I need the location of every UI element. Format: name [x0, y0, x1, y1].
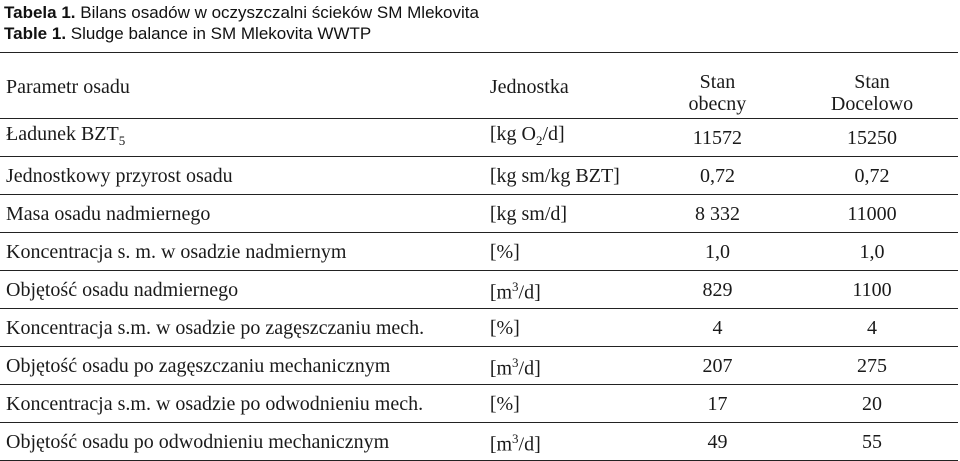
- cell-unit: [487, 233, 649, 271]
- table-row: [0, 195, 958, 233]
- cell-current-value: 207: [649, 347, 786, 385]
- parameter-text: Objętość osadu nadmiernego: [6, 278, 239, 301]
- parameter-text: Koncentracja s.m. w osadzie po odwodnieniu mech.: [6, 392, 424, 415]
- cell-current-value: 1,0: [649, 233, 786, 271]
- cell-parameter: [0, 195, 487, 233]
- header-target-line1: Stan: [854, 71, 890, 93]
- unit-text: [%]: [489, 316, 520, 339]
- cell-parameter: [0, 385, 487, 423]
- cell-target-value: 4: [786, 309, 958, 347]
- cell-current-value: 4: [649, 309, 786, 347]
- table-row: [0, 423, 958, 461]
- cell-target-value: 1,0: [786, 233, 958, 271]
- table-header-row: [0, 53, 958, 119]
- parameter-text: Objętość osadu po zagęszczaniu mechanicznym: [6, 354, 391, 377]
- header-target-state: [786, 53, 958, 119]
- table-row: [0, 347, 958, 385]
- header-current-line2: obecny: [688, 93, 747, 115]
- cell-current-value: 11572: [649, 119, 786, 157]
- caption-english: [4, 23, 479, 44]
- table-row: [0, 385, 958, 423]
- unit-text: [m: [489, 433, 513, 456]
- cell-unit: [487, 347, 649, 385]
- cell-target-value: 0,72: [786, 157, 958, 195]
- unit-superscript: 3: [512, 430, 519, 446]
- parameter-text: Koncentracja s. m. w osadzie nadmiernym: [6, 240, 347, 263]
- caption-polish-title: Bilans osadów w oczyszczalni ścieków SM Mlekovita: [80, 3, 479, 22]
- caption-polish: [4, 2, 479, 23]
- table-row: [0, 271, 958, 309]
- cell-parameter: [0, 309, 487, 347]
- header-current-line1: Stan: [699, 71, 736, 93]
- cell-target-value: 15250: [786, 119, 958, 157]
- table-body: [0, 53, 958, 461]
- header-target-line2: Docelowo: [830, 93, 914, 115]
- unit-superscript: 3: [512, 278, 519, 294]
- unit-text: [%]: [489, 392, 520, 415]
- cell-target-value: 20: [786, 385, 958, 423]
- parameter-text: Koncentracja s.m. w osadzie po zagęszczaniu mech.: [6, 316, 425, 339]
- cell-target-value: 55: [786, 423, 958, 461]
- cell-parameter: [0, 157, 487, 195]
- unit-suffix: /d]: [518, 433, 541, 456]
- cell-target-value: 1100: [786, 271, 958, 309]
- cell-unit: [487, 195, 649, 233]
- parameter-text: Masa osadu nadmiernego: [6, 202, 211, 225]
- table-row: [0, 309, 958, 347]
- cell-unit: [487, 157, 649, 195]
- unit-suffix: /d]: [518, 357, 541, 380]
- cell-target-value: 275: [786, 347, 958, 385]
- cell-unit: [487, 271, 649, 309]
- caption-english-title: Sludge balance in SM Mlekovita WWTP: [70, 24, 372, 43]
- unit-suffix: /d]: [542, 123, 565, 145]
- cell-parameter: [0, 271, 487, 309]
- cell-current-value: 829: [649, 271, 786, 309]
- header-current-state: [649, 53, 786, 119]
- cell-unit: [487, 385, 649, 423]
- parameter-text: Objętość osadu po odwodnieniu mechanicznym: [6, 430, 390, 453]
- header-unit: Jednostka: [487, 53, 649, 119]
- unit-suffix: /d]: [518, 281, 541, 304]
- cell-unit: [487, 119, 649, 157]
- cell-current-value: 8 332: [649, 195, 786, 233]
- cell-current-value: 17: [649, 385, 786, 423]
- parameter-text: Jednostkowy przyrost osadu: [6, 164, 233, 187]
- cell-unit: [487, 309, 649, 347]
- header-parameter: Parametr osadu: [0, 53, 487, 119]
- cell-parameter: [0, 423, 487, 461]
- caption-english-label: Table 1.: [4, 24, 67, 43]
- table-row: [0, 233, 958, 271]
- cell-unit: [487, 423, 649, 461]
- cell-current-value: 0,72: [649, 157, 786, 195]
- sludge-balance-table: [0, 52, 958, 461]
- table-captions: [4, 2, 479, 44]
- unit-text: [kg sm/d]: [489, 202, 568, 225]
- unit-subscript: 2: [535, 133, 543, 148]
- caption-polish-label: Tabela 1.: [4, 3, 76, 22]
- unit-text: [m: [489, 281, 513, 304]
- parameter-text: Ładunek BZT: [6, 123, 119, 145]
- cell-parameter: [0, 347, 487, 385]
- cell-current-value: 49: [649, 423, 786, 461]
- unit-text: [m: [489, 357, 513, 380]
- parameter-subscript: 5: [118, 133, 126, 148]
- table-row: [0, 119, 958, 157]
- cell-parameter: [0, 119, 487, 157]
- unit-superscript: 3: [512, 354, 519, 370]
- unit-text: [kg O: [489, 123, 536, 145]
- unit-text: [%]: [489, 240, 520, 263]
- cell-parameter: [0, 233, 487, 271]
- unit-text: [kg sm/kg BZT]: [489, 164, 620, 187]
- table-row: [0, 157, 958, 195]
- cell-target-value: 11000: [786, 195, 958, 233]
